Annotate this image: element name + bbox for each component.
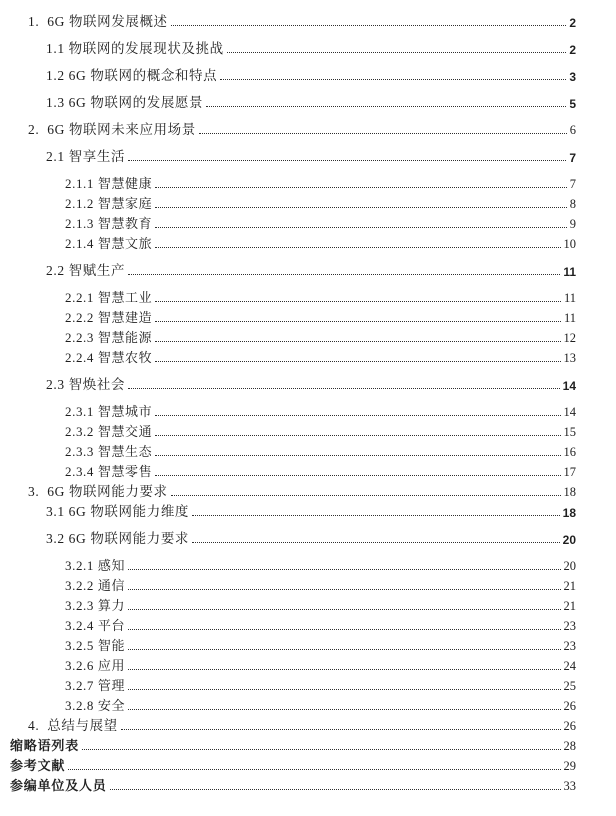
- toc-entry[interactable]: [65, 346, 576, 366]
- toc-entry-label: 2.1.2 智慧家庭: [65, 196, 153, 211]
- toc-entry-label: 3.2.3 算力: [65, 598, 126, 613]
- dot-leader: [128, 669, 560, 670]
- toc-entry-page-number: 21: [563, 579, 576, 593]
- toc-entry[interactable]: [10, 734, 576, 754]
- toc-entry[interactable]: [46, 259, 576, 279]
- toc-entry-label: 3.2.5 智能: [65, 638, 126, 653]
- dot-leader: [206, 106, 566, 107]
- toc-entry-page-number: 33: [563, 779, 576, 793]
- toc-entry-page-number: 8: [569, 197, 576, 211]
- toc-entry-page-number: 23: [563, 639, 576, 653]
- toc-entry-label: 2.3.4 智慧零售: [65, 464, 153, 479]
- dot-leader: [155, 207, 567, 208]
- dot-leader: [128, 160, 566, 161]
- toc-entry-page-number: 10: [563, 237, 576, 251]
- toc-entry-label: 3.2.6 应用: [65, 658, 126, 673]
- toc-entry-label: 2.2.4 智慧农牧: [65, 350, 153, 365]
- dot-leader: [110, 789, 561, 790]
- toc-entry-page-number: 11: [563, 311, 576, 325]
- toc-entry-label: 3.2.4 平台: [65, 618, 126, 633]
- toc-entry-label: 2.3.3 智慧生态: [65, 444, 153, 459]
- toc-entry[interactable]: [65, 420, 576, 440]
- toc-entry-page-number: 20: [562, 533, 576, 547]
- dot-leader: [155, 227, 567, 228]
- dot-leader: [171, 495, 561, 496]
- toc-entry-label: 2.2.2 智慧建造: [65, 310, 153, 325]
- toc-entry[interactable]: [10, 754, 576, 774]
- toc-entry-page-number: 25: [563, 679, 576, 693]
- toc-entry[interactable]: [65, 400, 576, 420]
- toc-entry-label: 2.2.1 智慧工业: [65, 290, 153, 305]
- toc-entry-page-number: 9: [569, 217, 576, 231]
- toc-entry-label: 3.2.8 安全: [65, 698, 126, 713]
- toc-entry-label: 2. 6G 物联网未来应用场景: [28, 122, 196, 137]
- toc-entry-label: 3.2.2 通信: [65, 578, 126, 593]
- toc-entry-page-number: 24: [563, 659, 576, 673]
- dot-leader: [171, 25, 567, 26]
- dot-leader: [155, 415, 560, 416]
- dot-leader: [128, 274, 560, 275]
- toc-entry[interactable]: [46, 373, 576, 393]
- dot-leader: [128, 629, 560, 630]
- toc-entry-page-number: 23: [563, 619, 576, 633]
- toc-entry-label: 1. 6G 物联网发展概述: [28, 14, 168, 29]
- toc-entry-page-number: 14: [562, 379, 576, 393]
- dot-leader: [155, 187, 567, 188]
- toc-entry-page-number: 26: [563, 699, 576, 713]
- toc-entry[interactable]: [65, 286, 576, 306]
- toc-entry-label: 1.2 6G 物联网的概念和特点: [46, 68, 218, 83]
- dot-leader: [68, 769, 560, 770]
- toc-entry[interactable]: [65, 674, 576, 694]
- toc-entry[interactable]: [65, 654, 576, 674]
- dot-leader: [128, 388, 560, 389]
- toc-entry-page-number: 21: [563, 599, 576, 613]
- dot-leader: [128, 569, 560, 570]
- toc-entry-label: 2.1.3 智慧教育: [65, 216, 153, 231]
- toc-entry-page-number: 15: [563, 425, 576, 439]
- toc-entry-label: 2.3 智焕社会: [46, 377, 126, 392]
- toc-entry[interactable]: [28, 714, 576, 734]
- toc-entry-label: 2.3.1 智慧城市: [65, 404, 153, 419]
- toc-entry-label: 3.1 6G 物联网能力维度: [46, 504, 190, 519]
- dot-leader: [155, 475, 560, 476]
- toc-entry[interactable]: [65, 212, 576, 232]
- toc-entry-label: 参编单位及人员: [10, 778, 107, 793]
- toc-entry-label: 2.1.1 智慧健康: [65, 176, 153, 191]
- toc-entry-label: 3. 6G 物联网能力要求: [28, 484, 168, 499]
- toc-entry[interactable]: [46, 145, 576, 165]
- toc-entry[interactable]: [46, 64, 576, 84]
- toc-entry-page-number: 2: [569, 43, 576, 57]
- toc-entry-label: 2.1 智享生活: [46, 149, 126, 164]
- dot-leader: [128, 609, 560, 610]
- toc-entry-page-number: 26: [563, 719, 576, 733]
- toc-entry-label: 2.1.4 智慧文旅: [65, 236, 153, 251]
- dot-leader: [155, 301, 561, 302]
- toc-entry-page-number: 13: [563, 351, 576, 365]
- toc-entry[interactable]: [10, 774, 576, 794]
- toc-entry-page-number: 3: [569, 70, 576, 84]
- toc-entry-page-number: 17: [563, 465, 576, 479]
- toc-entry-page-number: 29: [563, 759, 576, 773]
- toc-entry-page-number: 11: [563, 265, 576, 279]
- toc-entry-page-number: 12: [563, 331, 576, 345]
- toc-entry[interactable]: [65, 232, 576, 252]
- toc-entry-page-number: 16: [563, 445, 576, 459]
- toc-entry-page-number: 7: [569, 151, 576, 165]
- toc-entry-label: 缩略语列表: [10, 738, 80, 753]
- toc-entry[interactable]: [65, 326, 576, 346]
- toc-entry[interactable]: [65, 594, 576, 614]
- toc-entry[interactable]: [28, 480, 576, 500]
- toc-entry-page-number: 2: [569, 16, 576, 30]
- toc-entry-label: 4. 总结与展望: [28, 718, 118, 733]
- toc-entry[interactable]: [65, 192, 576, 212]
- toc-entry[interactable]: [28, 118, 576, 138]
- toc-entry[interactable]: [65, 574, 576, 594]
- dot-leader: [128, 709, 560, 710]
- dot-leader: [155, 341, 560, 342]
- toc-entry[interactable]: [65, 306, 576, 326]
- dot-leader: [121, 729, 561, 730]
- toc-entry[interactable]: [46, 500, 576, 520]
- toc-entry-page-number: 28: [563, 739, 576, 753]
- toc-entry-label: 3.2.1 感知: [65, 558, 126, 573]
- toc-entry-label: 2.2.3 智慧能源: [65, 330, 153, 345]
- toc-entry-page-number: 11: [563, 291, 576, 305]
- toc-entry-page-number: 18: [563, 485, 576, 499]
- toc-entry[interactable]: [65, 554, 576, 574]
- toc-entry[interactable]: [65, 634, 576, 654]
- toc-entry[interactable]: [65, 460, 576, 480]
- dot-leader: [220, 79, 566, 80]
- toc-entry-page-number: 6: [569, 123, 576, 137]
- dot-leader: [192, 542, 560, 543]
- toc-entry[interactable]: [46, 91, 576, 111]
- dot-leader: [82, 749, 560, 750]
- toc-entry-label: 3.2 6G 物联网能力要求: [46, 531, 190, 546]
- toc-entry-page-number: 14: [563, 405, 576, 419]
- toc-entry-label: 参考文献: [10, 758, 66, 773]
- toc-entry[interactable]: [28, 10, 576, 30]
- toc-entry[interactable]: [65, 440, 576, 460]
- toc-entry-label: 2.2 智赋生产: [46, 263, 126, 278]
- dot-leader: [155, 361, 560, 362]
- toc-entry-label: 2.3.2 智慧交通: [65, 424, 153, 439]
- toc-entry-page-number: 7: [569, 177, 576, 191]
- toc-entry-label: 1.3 6G 物联网的发展愿景: [46, 95, 204, 110]
- toc-entry-label: 1.1 物联网的发展现状及挑战: [46, 41, 224, 56]
- dot-leader: [155, 455, 560, 456]
- toc-entry[interactable]: [46, 37, 576, 57]
- toc-entry[interactable]: [46, 527, 576, 547]
- toc-entry-page-number: 18: [562, 506, 576, 520]
- toc-entry[interactable]: [65, 614, 576, 634]
- dot-leader: [155, 247, 560, 248]
- toc-entry[interactable]: [65, 694, 576, 714]
- toc-entry-page-number: 20: [563, 559, 576, 573]
- dot-leader: [128, 689, 560, 690]
- dot-leader: [199, 133, 567, 134]
- dot-leader: [155, 435, 560, 436]
- toc-entry-label: 3.2.7 管理: [65, 678, 126, 693]
- toc-entry[interactable]: [65, 172, 576, 192]
- dot-leader: [128, 649, 560, 650]
- toc-entry-page-number: 5: [569, 97, 576, 111]
- dot-leader: [192, 515, 560, 516]
- dot-leader: [155, 321, 561, 322]
- dot-leader: [227, 52, 567, 53]
- dot-leader: [128, 589, 560, 590]
